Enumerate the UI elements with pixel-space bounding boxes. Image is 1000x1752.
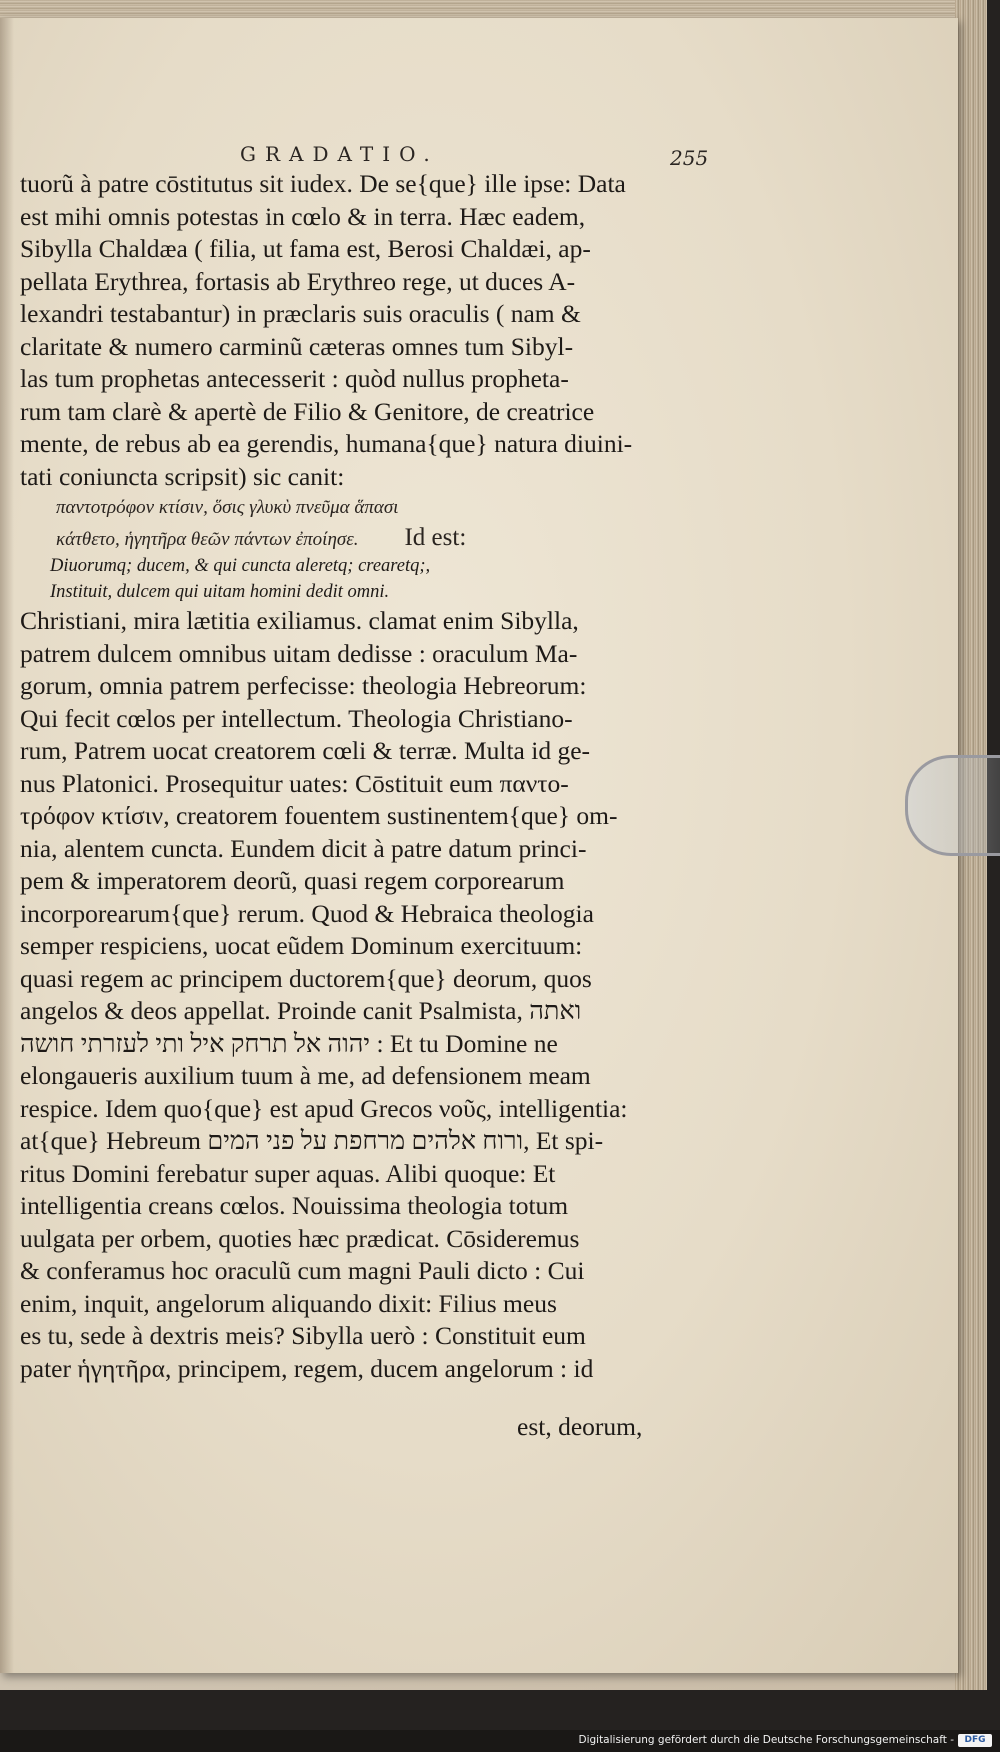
body-text: [20, 168, 720, 1385]
text-line: mente, de rebus ab ea gerendis, humana{que} natura diuini-: [20, 429, 633, 458]
text-line: lexandri testabantur) in præclaris suis oraculis ( nam &: [20, 299, 581, 328]
page-gutter-shadow: [0, 18, 14, 1673]
text-line: elongaueris auxilium tuum à me, ad defensionem meam: [20, 1061, 591, 1090]
text-line: pater ἡγητῆρα, principem, regem, ducem angelorum : id: [20, 1353, 594, 1383]
greek-verse-line: παντοτρόφον κτίσιν, ὅσις γλυκὺ πνεῦμα ἅπασι: [56, 497, 399, 518]
text-line: semper respiciens, uocat eũdem Dominum exercituum:: [20, 931, 583, 960]
text-line: ritus Domini ferebatur super aquas. Alibi quoque: Et: [20, 1158, 556, 1188]
text-line: angelos & deos appellat. Proinde canit Psalmista, ואתה: [20, 996, 582, 1025]
page-clip: [905, 755, 1000, 856]
text-line: Qui fecit cœlos per intellectum. Theologia Christiano-: [20, 703, 573, 733]
text-line: respice. Idem quo{que} est apud Grecos νοῦς, intelligentia:: [20, 1093, 628, 1123]
page-number: 255: [670, 146, 709, 170]
text-line: quasi regem ac principem ductorem{que} deorum, quos: [20, 963, 592, 993]
text-line: uulgata per orbem, quoties hæc prædicat. Cōsideremus: [20, 1223, 580, 1253]
text-line: enim, inquit, angelorum aliquando dixit: Filius meus: [20, 1288, 557, 1318]
text-line: Sibylla Chaldæa ( filia, ut fama est, Berosi Chaldæi, ap-: [20, 234, 591, 263]
text-line: est mihi omnis potestas in cœlo & in terra. Hæc eadem,: [20, 201, 586, 231]
text-line: patrem dulcem omnibus uitam dedisse : oraculum Ma-: [20, 638, 578, 668]
id-est-label: Id est:: [404, 524, 467, 551]
running-head: GRADATIO.: [240, 142, 439, 166]
text-line: intelligentia creans cœlos. Nouissima theologia totum: [20, 1191, 569, 1220]
text-line: incorporearum{que} rerum. Quod & Hebraica theologia: [20, 898, 594, 928]
text-line: pellata Erythrea, fortasis ab Erythreo rege, ut duces A-: [20, 266, 576, 296]
latin-verse-line: Diuorumq; ducem, & qui cuncta aleretq; crearetq;,: [50, 556, 431, 576]
text-line: & conferamus hoc oraculũ cum magni Pauli dicto : Cui: [20, 1256, 585, 1285]
text-line: Christiani, mira lætitia exiliamus. clamat enim Sibylla,: [20, 606, 579, 635]
footer-bar: [0, 1730, 1000, 1752]
text-line: gorum, omnia patrem perfecisse: theologia Hebreorum:: [20, 671, 587, 700]
text-line: rum, Patrem uocat creatorem cœli & terræ. Multa id ge-: [20, 736, 591, 765]
text-line: τρόφον κτίσιν, creatorem fouentem sustinentem{que} om-: [20, 801, 618, 830]
dfg-logo: DFG: [958, 1734, 992, 1747]
latin-verse-line: Instituit, dulcem qui uitam homini dedit omni.: [50, 582, 390, 602]
funding-credit: Digitalisierung gefördert durch die Deutsche Forschungsgemeinschaft -: [578, 1734, 954, 1746]
text-line: es tu, sede à dextris meis? Sibylla uerò : Constituit eum: [20, 1321, 586, 1350]
text-line: יהוה אל תרחק איל ותי לעזרתי חושה : Et tu Domine ne: [20, 1028, 558, 1058]
text-line: pem & imperatorem deorũ, quasi regem corporearum: [20, 866, 565, 895]
text-line: claritate & numero carminũ cæteras omnes tum Sibyl-: [20, 331, 574, 361]
greek-verse-text: κάτθετο, ἡγητῆρα θεῶν πάντων ἐποίησε.: [56, 529, 359, 550]
text-line: tuorũ à patre cōstitutus sit iudex. De se{que} ille ipse: Data: [20, 169, 626, 198]
text-line: nia, alentem cuncta. Eundem dicit à patre datum princi-: [20, 833, 587, 863]
catchword: est, deorum,: [517, 1412, 643, 1441]
greek-verse-line: [20, 523, 720, 553]
text-line: tati coniuncta scripsit) sic canit:: [20, 461, 345, 491]
text-line: rum tam clarè & apertè de Filio & Genitore, de creatrice: [20, 396, 595, 426]
text-line: las tum prophetas antecesserit : quòd nullus propheta-: [20, 364, 569, 393]
text-line: at{que} Hebreum ורוח אלהים מרחפת על פני המים, Et spi-: [20, 1126, 604, 1155]
text-line: nus Platonici. Prosequitur uates: Cōstituit eum παντο-: [20, 768, 569, 798]
page-header: [240, 142, 680, 168]
